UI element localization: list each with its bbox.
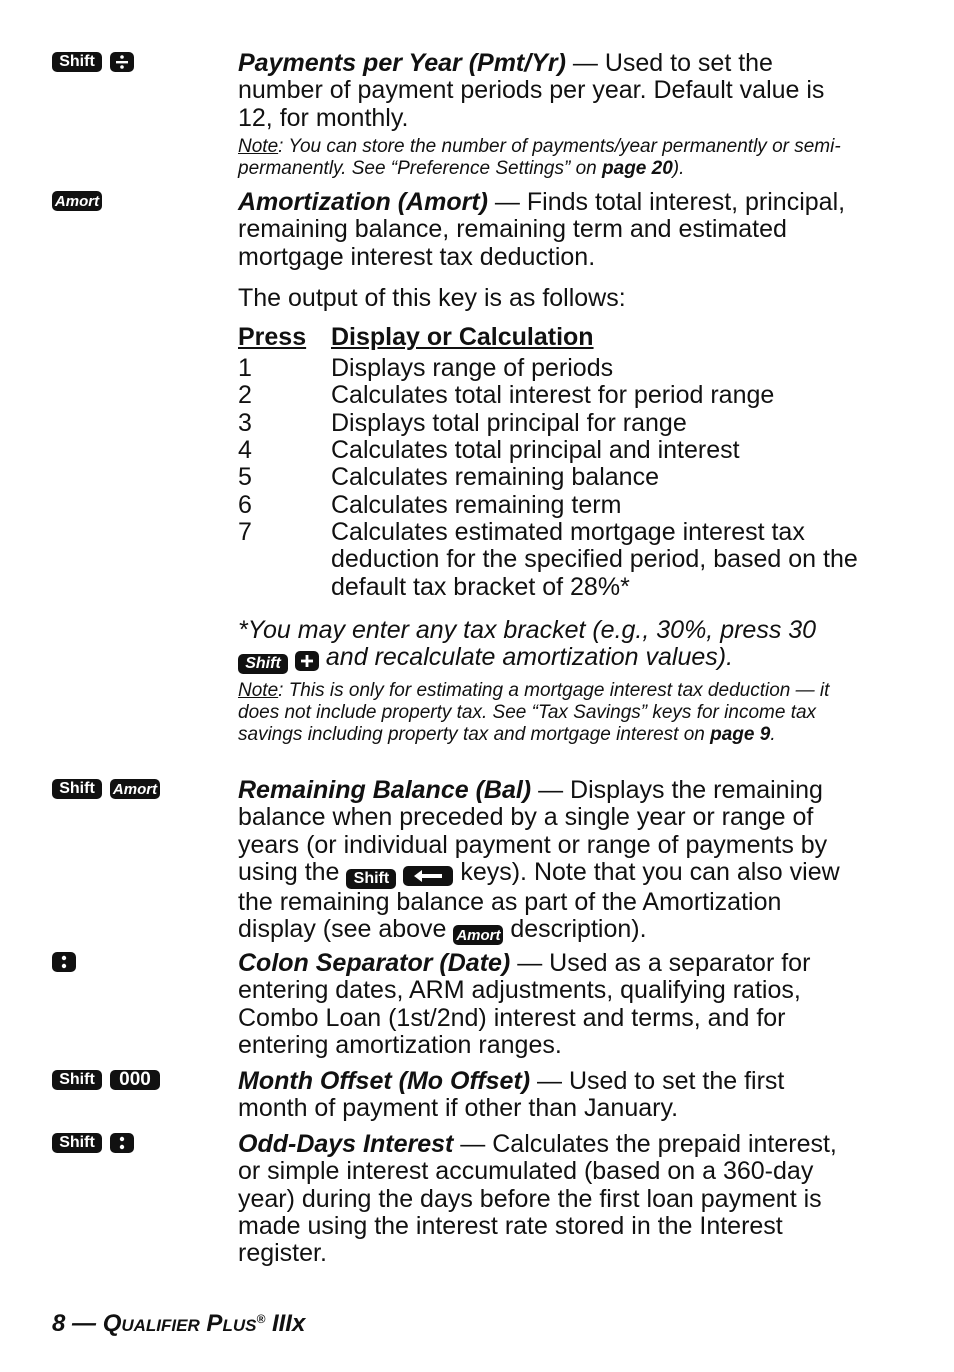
registered-mark: ® — [256, 1312, 266, 1326]
display-cell: Calculates estimated mortgage interest tax deduction for the specified period, based on the default tax bracket of 28%* — [331, 517, 858, 601]
header-press: Press — [238, 323, 307, 352]
amort-key: Amort — [110, 779, 160, 799]
table-row — [238, 410, 858, 437]
footnote-text-a: *You may enter any tax bracket (e.g., 30%, press 30 — [238, 615, 817, 644]
plus-key-icon — [295, 651, 319, 671]
key-group — [52, 1133, 134, 1153]
note-label: Note — [238, 135, 279, 157]
key-group — [52, 52, 134, 72]
shift-key: Shift — [52, 1133, 102, 1153]
shift-key: Shift — [52, 779, 102, 799]
display-cell: Displays total principal for range — [331, 408, 687, 437]
press-cell: 7 — [238, 517, 252, 546]
term-mo-offset: Month Offset (Mo Offset) — [238, 1067, 531, 1095]
table-row — [238, 355, 858, 382]
note-end: . — [770, 723, 776, 745]
term-bal: Remaining Balance (Bal) — [238, 776, 532, 804]
desc-colon: — Used as a separator for entering dates, ARM adjustments, qualifying ratios, Combo Loan (1st/2nd) interest and terms, and for entering amortization ranges. — [238, 949, 811, 1059]
desc-mo-offset: — Used to set the first month of payment if other than January. — [238, 1067, 785, 1123]
shift-key: Shift — [52, 52, 102, 72]
shift-key: Shift — [346, 869, 396, 889]
page-number: 8 — — [52, 1310, 103, 1337]
footer-lus: LUS — [222, 1316, 257, 1335]
display-cell: Calculates total principal and interest — [331, 436, 740, 465]
press-cell: 6 — [238, 490, 252, 519]
page-ref: page 9 — [710, 723, 771, 745]
table-row — [238, 519, 858, 601]
backspace-key-icon — [403, 866, 453, 886]
page-ref: page 20 — [602, 157, 673, 179]
footer-ualifier: UALIFIER — [121, 1316, 200, 1335]
footer-model: IIIx — [265, 1310, 306, 1337]
footer-q: Q — [102, 1310, 122, 1337]
display-cell: Calculates remaining balance — [331, 463, 659, 492]
display-cell: Displays range of periods — [331, 354, 614, 383]
display-cell: Calculates remaining term — [331, 490, 622, 519]
shift-key: Shift — [238, 654, 288, 674]
amort-key: Amort — [52, 191, 102, 211]
note-end: ). — [672, 157, 685, 179]
key-group — [52, 952, 76, 972]
term-odd-days: Odd-Days Interest — [238, 1130, 454, 1158]
table-row — [238, 492, 858, 519]
table-row — [238, 464, 858, 491]
note-label: Note — [238, 679, 279, 701]
shift-key: Shift — [52, 1070, 102, 1090]
table-row — [238, 437, 858, 464]
note-text: : You can store the number of payments/year permanently or semi-permanently. See “Preference Settings” on — [238, 135, 841, 179]
note-pmt-yr — [238, 136, 858, 180]
page-footer — [52, 1310, 305, 1338]
divide-key-icon — [110, 52, 134, 72]
table-row — [238, 382, 858, 409]
note-amort — [238, 680, 858, 746]
note-text: : This is only for estimating a mortgage interest tax deduction — it does not include property tax. See “Tax Savings” keys for income tax savings including property tax and mortgage interest on — [238, 679, 830, 745]
desc-pmt-yr: — Used to set the number of payment periods per year. Default value is 12, for monthly. — [238, 49, 825, 132]
term-amort: Amortization (Amort) — [238, 188, 488, 216]
display-cell: Calculates total interest for period range — [331, 381, 775, 410]
desc-bal-c: description). — [510, 914, 647, 943]
output-intro: The output of this key is as follows: — [238, 283, 626, 312]
colon-key-icon — [52, 952, 76, 972]
zeros-key: 000 — [110, 1070, 160, 1090]
header-display: Display or Calculation — [331, 323, 594, 352]
footnote — [238, 617, 858, 674]
desc-bal-a: — Displays the remaining balance when preceded by a single year or range of years (or individual payment or range of payments by using the — [238, 776, 828, 886]
term-pmt-yr: Payments per Year (Pmt/Yr) — [238, 49, 566, 77]
press-cell: 5 — [238, 463, 252, 492]
press-cell: 2 — [238, 381, 252, 410]
desc-odd-days: — Calculates the prepaid interest, or simple interest accumulated (based on a 360-day year) during the days before the first loan payment is made using the interest rate stored in the Interest register. — [238, 1130, 837, 1268]
key-group — [52, 779, 160, 799]
key-group — [52, 191, 102, 211]
footer-p: P — [199, 1310, 223, 1337]
amort-output-table — [238, 324, 858, 601]
press-cell: 3 — [238, 408, 252, 437]
desc-bal-b: keys). Note that you can also view the remaining balance as part of the Amortization display (see above — [238, 857, 840, 943]
amort-key: Amort — [453, 925, 503, 945]
colon-key-icon — [110, 1133, 134, 1153]
footnote-text-b: and recalculate amortization values). — [325, 643, 734, 672]
press-cell: 4 — [238, 436, 252, 465]
key-group — [52, 1070, 160, 1090]
desc-amort: — Finds total interest, principal, remaining balance, remaining term and estimated mortgage interest tax deduction. — [238, 188, 846, 271]
term-colon: Colon Separator (Date) — [238, 949, 511, 977]
press-cell: 1 — [238, 354, 252, 383]
